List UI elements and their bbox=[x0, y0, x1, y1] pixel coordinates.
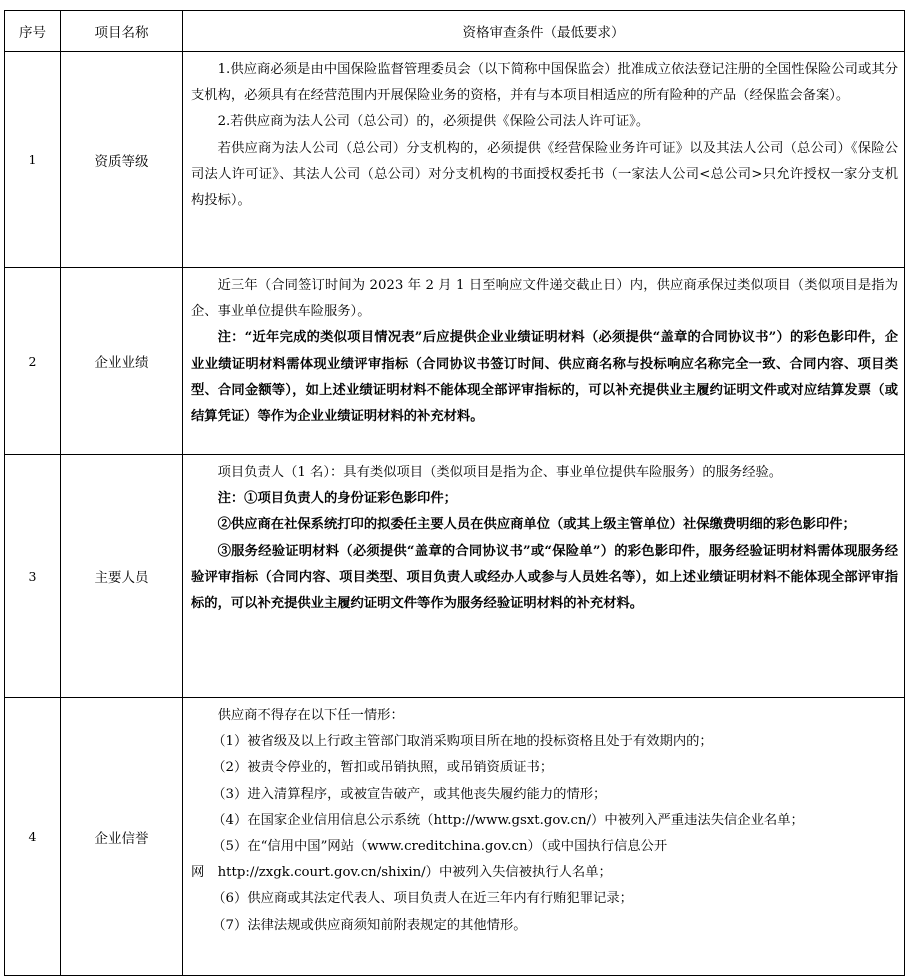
row-item-name: 主要人员 bbox=[61, 455, 183, 698]
requirement-list-item: （2）被责令停业的，暂扣或吊销执照，或吊销资质证书； bbox=[212, 760, 554, 776]
requirement-list-item: （4）在国家企业信用信息公示系统（http://www.gsxt.gov.cn/）中被列入严重违法失信企业名单； bbox=[212, 812, 804, 828]
qualification-table bbox=[4, 10, 905, 976]
requirement-paragraph: 供应商不得存在以下任一情形： bbox=[217, 708, 404, 723]
requirement-note: ②供应商在社保系统打印的拟委任主要人员在供应商单位（或其上级主管单位）社保缴费明细的彩色影印件； bbox=[217, 517, 856, 533]
requirement-note: 注：①项目负责人的身份证彩色影印件； bbox=[217, 491, 457, 507]
requirement-list-item: （6）供应商或其法定代表人、项目负责人在近三年内有行贿犯罪记录； bbox=[212, 891, 633, 907]
header-row bbox=[5, 11, 905, 52]
table-row bbox=[5, 455, 905, 698]
requirement-list-item: （1）被省级及以上行政主管部门取消采购项目所在地的投标资格且处于有效期内的； bbox=[212, 734, 713, 750]
requirement-list-item-continued: 网 http://zxgk.court.gov.cn/shixin/）中被列入失信被执行人名单； bbox=[191, 865, 612, 881]
requirement-paragraph: 2.若供应商为法人公司（总公司）的，必须提供《保险公司法人许可证》。 bbox=[217, 114, 650, 130]
requirement-list-item: （3）进入清算程序，或被宣告破产，或其他丧失履约能力的情形； bbox=[212, 786, 607, 802]
requirement-list-item: （7）法律法规或供应商须知前附表规定的其他情形。 bbox=[212, 917, 527, 933]
requirement-paragraph: 1.供应商必须是由中国保险监督管理委员会（以下简称中国保监会）批准成立依法登记注册的全国性保险公司或其分支机构，必须具有在经营范围内开展保险业务的资格，并有与本项目相适应的所有险种的产品（经保监会备案）。 bbox=[191, 62, 898, 104]
table-row bbox=[5, 698, 905, 976]
requirement-paragraph: 若供应商为法人公司（总公司）分支机构的，必须提供《经营保险业务许可证》以及其法人公司（总公司）《保险公司法人许可证》、其法人公司（总公司）对分支机构的书面授权委托书（一家法人公司<总公司>只允许授权一家分支机构投标）。 bbox=[191, 140, 898, 209]
row-requirements bbox=[183, 52, 905, 268]
row-requirements bbox=[183, 698, 905, 976]
table-row bbox=[5, 52, 905, 268]
row-item-name: 资质等级 bbox=[61, 52, 183, 268]
requirement-paragraph: 近三年（合同签订时间为 2023 年 2 月 1 日至响应文件递交截止日）内，供应商承保过类似项目（类似项目是指为企、事业单位提供车险服务）。 bbox=[191, 278, 898, 320]
requirement-note: 注：“近年完成的类似项目情况表”后应提供企业业绩证明材料（必须提供“盖章的合同协议书”）的彩色影印件，企业业绩证明材料需体现业绩评审指标（合同协议书签订时间、供应商名称与投标响应名称完全一致、合同内容、项目类型、合同金额等），如上述业绩证明材料不能体现全部评审指标的，可以补充提供业主履约证明文件或对应结算发票（或结算凭证）等作为企业业绩证明材料的补充材料。 bbox=[191, 330, 898, 425]
header-item-name: 项目名称 bbox=[61, 11, 183, 52]
header-serial-number: 序号 bbox=[5, 11, 61, 52]
header-requirements: 资格审查条件（最低要求） bbox=[183, 11, 905, 52]
row-number: 2 bbox=[5, 268, 61, 455]
row-item-name: 企业业绩 bbox=[61, 268, 183, 455]
row-item-name: 企业信誉 bbox=[61, 698, 183, 976]
requirement-list-item: （5）在“信用中国”网站（www.creditchina.gov.cn）（或中国执行信息公开 bbox=[212, 839, 668, 855]
table-row bbox=[5, 268, 905, 455]
row-requirements bbox=[183, 455, 905, 698]
row-number: 1 bbox=[5, 52, 61, 268]
requirement-paragraph: 项目负责人（1 名）：具有类似项目（类似项目是指为企、事业单位提供车险服务）的服务经验。 bbox=[217, 465, 783, 480]
requirement-note: ③服务经验证明材料（必须提供“盖章的合同协议书”或“保险单”）的彩色影印件，服务经验证明材料需体现服务经验评审指标（合同内容、项目类型、项目负责人或经办人或参与人员姓名等），如上述业绩证明材料不能体现全部评审指标的，可以补充提供业主履约证明文件等作为服务经验证明材料的补充材料。 bbox=[191, 543, 898, 612]
row-requirements bbox=[183, 268, 905, 455]
row-number: 3 bbox=[5, 455, 61, 698]
row-number: 4 bbox=[5, 698, 61, 976]
